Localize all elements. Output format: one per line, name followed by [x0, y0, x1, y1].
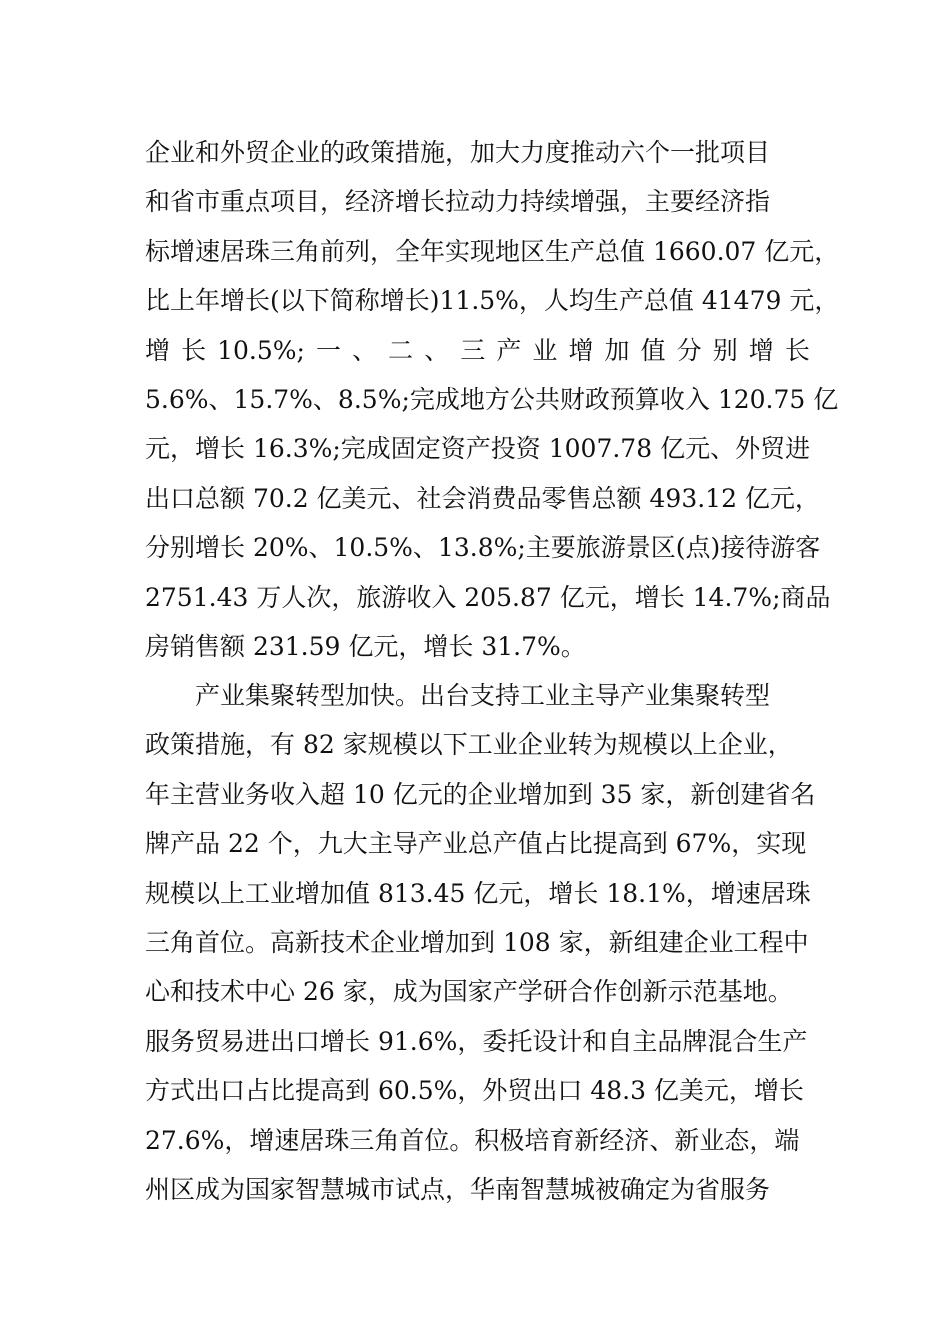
text-word: 增	[568, 335, 594, 365]
text-line: 出口总额 70.2 亿美元、社会消费品零售总额 493.12 亿元，	[145, 483, 820, 513]
text-line: 三角首位。高新技术企业增加到 108 家，新组建企业工程中	[145, 927, 809, 957]
text-word: 长	[181, 335, 207, 365]
text-line: 元，增长 16.3%;完成固定资产投资 1007.78 亿元、外贸进	[145, 434, 811, 464]
text-word: 一	[316, 335, 342, 365]
text-line: 27.6%，增速居珠三角首位。积极培育新经济、新业态，端	[145, 1125, 800, 1155]
text-word: 增	[145, 335, 171, 365]
text-line: 2751.43 万人次，旅游收入 205.87 亿元，增长 14.7%;商品	[145, 582, 831, 612]
paragraph-economy-summary	[145, 128, 840, 671]
text-line: 5.6%、15.7%、8.5%;完成地方公共财政预算收入 120.75 亿	[145, 384, 839, 414]
text-line: 心和技术中心 26 家，成为国家产学研合作创新示范基地。	[145, 977, 793, 1007]
paragraph-industry-transformation	[145, 671, 816, 1214]
text-word: 二	[388, 335, 414, 365]
text-line: 和省市重点项目，经济增长拉动力持续增强，主要经济指	[145, 187, 771, 217]
text-word: 业	[532, 335, 558, 365]
text-line: 分别增长 20%、10.5%、13.8%;主要旅游景区(点)接待游客	[145, 533, 821, 563]
text-word: 产	[496, 335, 522, 365]
text-word: 分	[676, 335, 702, 365]
text-line: 规模以上工业增加值 813.45 亿元，增长 18.1%，增速居珠	[145, 878, 811, 908]
text-line: 标增速居珠三角前列，全年实现地区生产总值 1660.07 亿元，	[145, 236, 840, 266]
text-word: 、	[424, 335, 450, 365]
text-line: 州区成为国家智慧城市试点，华南智慧城被确定为省服务	[145, 1174, 771, 1204]
text-line: 牌产品 22 个，九大主导产业总产值占比提高到 67%，实现	[145, 829, 807, 859]
text-line: 方式出口占比提高到 60.5%，外贸出口 48.3 亿美元，增长	[145, 1076, 804, 1106]
text-line: 企业和外贸企业的政策措施，加大力度推动六个一批项目	[145, 138, 771, 167]
text-word: 增	[748, 335, 774, 365]
text-word: 加	[604, 335, 630, 365]
text-line: 年主营业务收入超 10 亿元的企业增加到 35 家，新创建省名	[145, 779, 816, 809]
text-line: 比上年增长(以下简称增长)11.5%，人均生产总值 41479 元，	[145, 286, 840, 316]
text-line: 政策措施，有 82 家规模以下工业企业转为规模以上企业，	[145, 730, 793, 760]
text-line-first-indented: 产业集聚转型加快。出台支持工业主导产业集聚转型	[195, 681, 771, 710]
text-line-justified	[145, 326, 810, 375]
text-line: 房销售额 231.59 亿元，增长 31.7%。	[145, 631, 586, 661]
text-word: 别	[712, 335, 738, 365]
text-word: 长	[784, 335, 810, 365]
text-word: 10.5%;	[217, 335, 305, 365]
text-word: 三	[460, 335, 486, 365]
text-word: 、	[352, 335, 378, 365]
text-line: 服务贸易进出口增长 91.6%，委托设计和自主品牌混合生产	[145, 1026, 808, 1056]
text-word: 值	[640, 335, 666, 365]
